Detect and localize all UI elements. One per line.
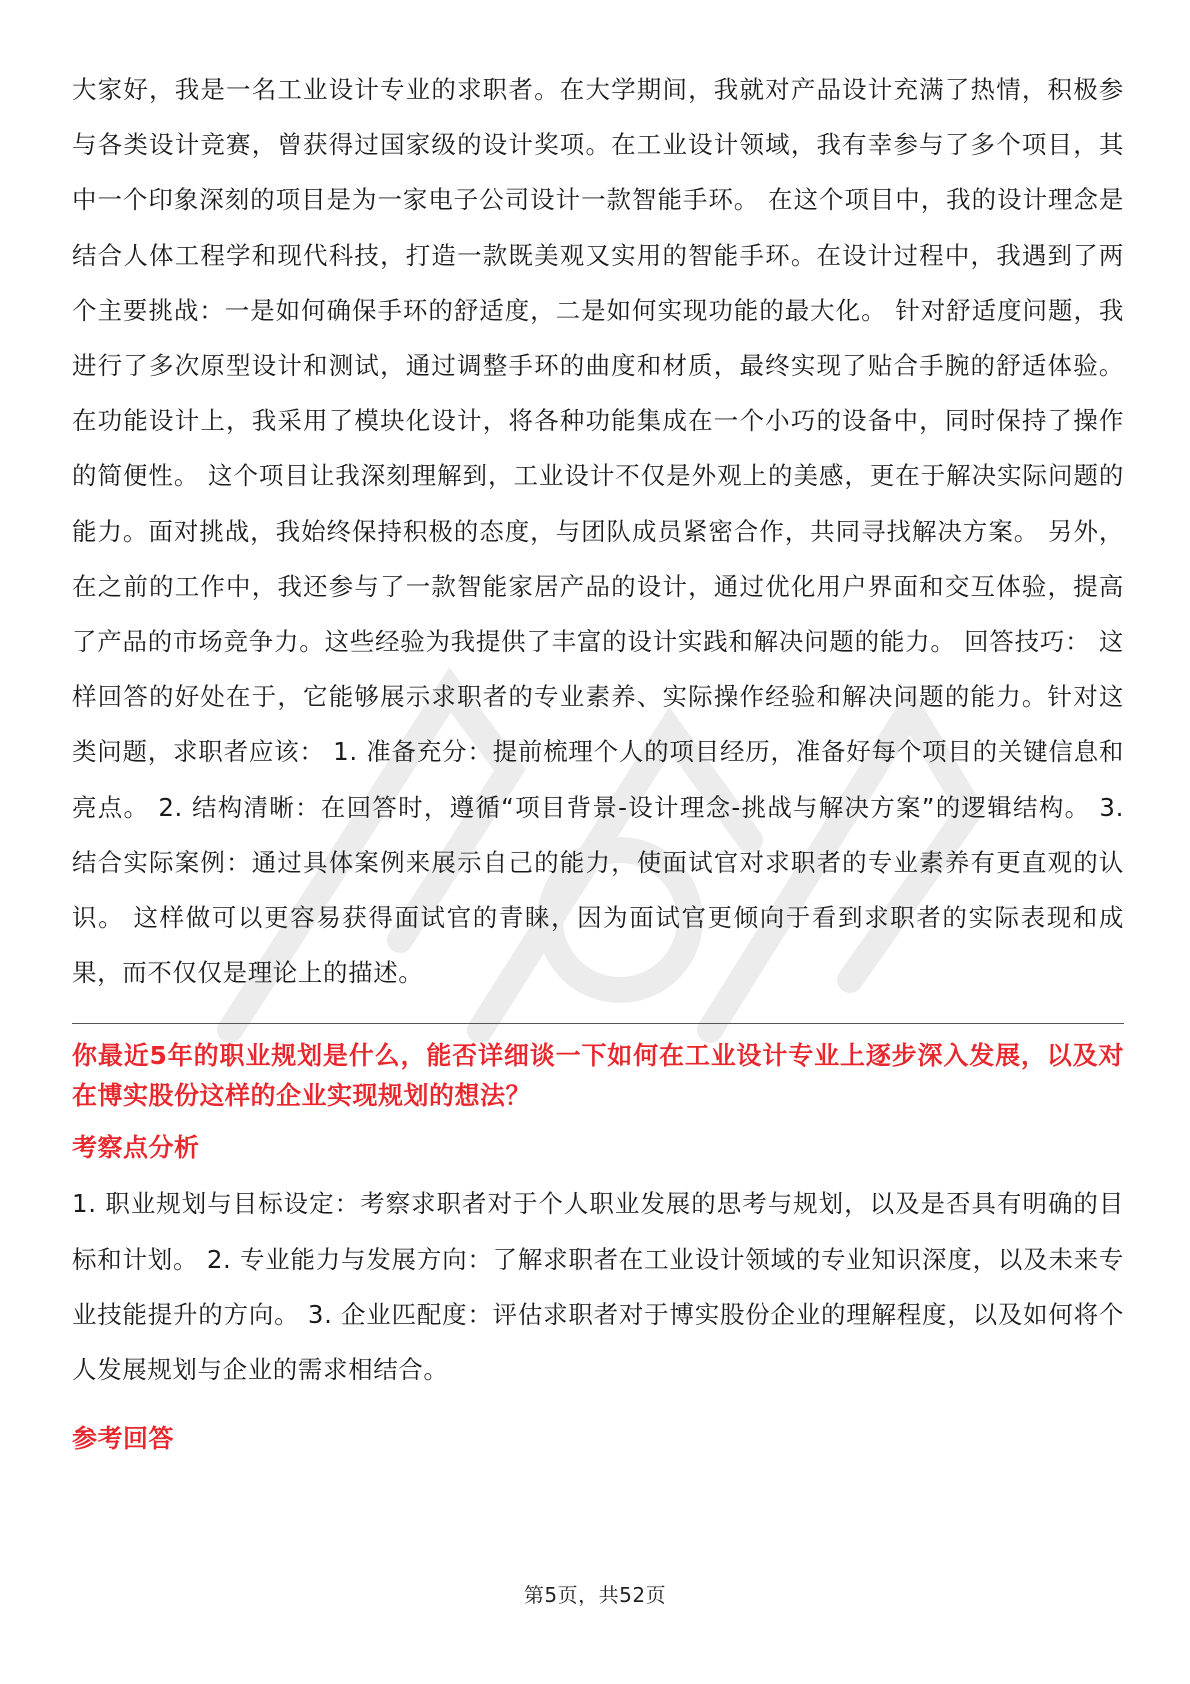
analysis-paragraph: 1. 职业规划与目标设定：考察求职者对于个人职业发展的思考与规划，以及是否具有明确的目标和计划。 2. 专业能力与发展方向：了解求职者在工业设计领域的专业知识深度，以及未来专业技能提升的方向。 3. 企业匹配度：评估求职者对于博实股份企业的理解程度，以及如何将个人发展规划与企业的需求相结合。 [72,1189,1124,1385]
question-title: 你最近5年的职业规划是什么，能否详细谈一下如何在工业设计专业上逐步深入发展，以及对在博实股份这样的企业实现规划的想法？ [72,1041,1124,1111]
reference-answer-heading: 参考回答 [72,1424,175,1454]
page-content [72,62,1124,1457]
answer-paragraph: 大家好，我是一名工业设计专业的求职者。在大学期间，我就对产品设计充满了热情，积极参与各类设计竞赛，曾获得过国家级的设计奖项。在工业设计领域，我有幸参与了多个项目，其中一个印象深刻的项目是为一家电子公司设计一款智能手环。 在这个项目中，我的设计理念是结合人体工程学和现代科技，打造一款既美观又实用的智能手环。在设计过程中，我遇到了两个主要挑战：一是如何确保手环的舒适度，二是如何实现功能的最大化。 针对舒适度问题，我进行了多次原型设计和测试，通过调整手环的曲度和材质，最终实现了贴合手腕的舒适体验。在功能设计上，我采用了模块化设计，将各种功能集成在一个小巧的设备中，同时保持了操作的简便性。 这个项目让我深刻理解到，工业设计不仅是外观上的美感，更在于解决实际问题的能力。面对挑战，我始终保持积极的态度，与团队成员紧密合作，共同寻找解决方案。 另外，在之前的工作中，我还参与了一款智能家居产品的设计，通过优化用户界面和交互体验，提高了产品的市场竞争力。这些经验为我提供了丰富的设计实践和解决问题的能力。 回答技巧： 这样回答的好处在于，它能够展示求职者的专业素养、实际操作经验和解决问题的能力。针对这类问题，求职者应该： 1. 准备充分：提前梳理个人的项目经历，准备好每个项目的关键信息和亮点。 2. 结构清晰：在回答时，遵循“项目背景-设计理念-挑战与解决方案”的逻辑结构。 3. 结合实际案例：通过具体案例来展示自己的能力，使面试官对求职者的专业素养有更直观的认识。 这样做可以更容易获得面试官的青睐，因为面试官更倾向于看到求职者的实际表现和成果，而不仅仅是理论上的描述。 [72,75,1124,988]
section-divider [72,1023,1124,1024]
page-number-footer: 第5页，共52页 [523,1583,667,1607]
analysis-heading: 考察点分析 [72,1133,200,1163]
